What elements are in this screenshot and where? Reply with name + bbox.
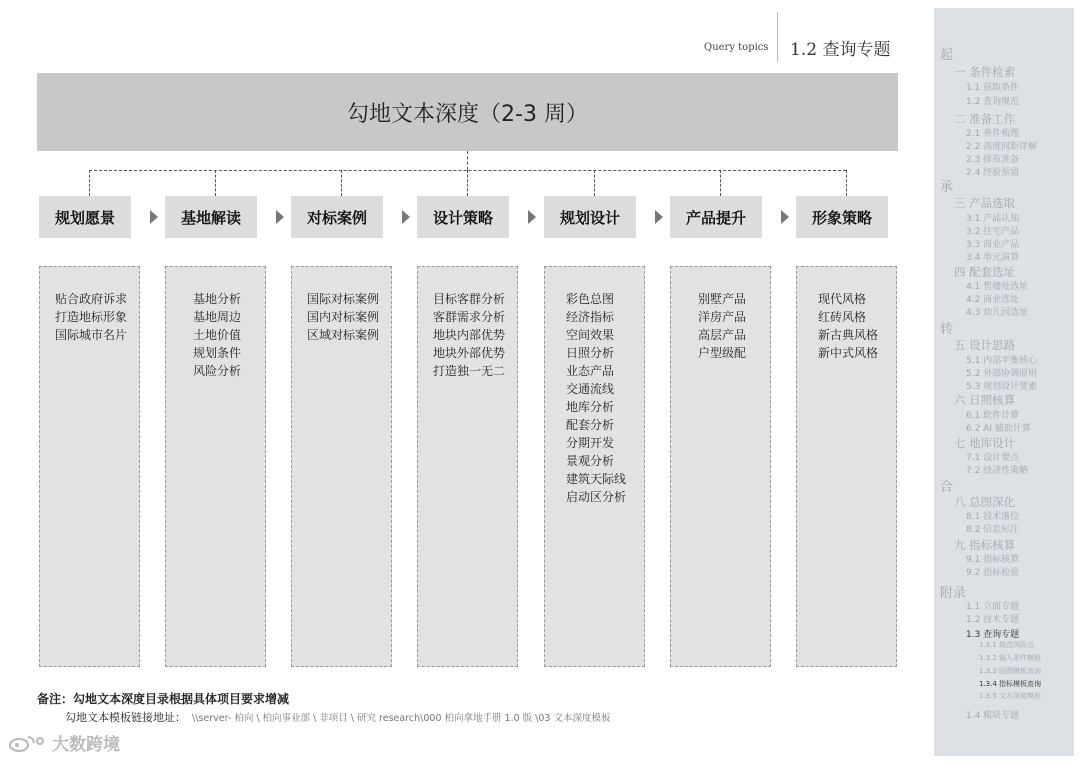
toc-item[interactable]: 5.2 外部协调原则 bbox=[966, 369, 1038, 379]
step-detail-item: 红砖风格 bbox=[818, 310, 867, 324]
step-header: 形象策略 bbox=[796, 196, 888, 238]
step-detail-item: 地库分析 bbox=[566, 400, 615, 414]
toc-item[interactable]: 七 地库设计 bbox=[954, 436, 1016, 450]
toc-item[interactable]: 1.3.2 输入条件模板 bbox=[979, 654, 1042, 662]
toc-item[interactable]: 2.1 条件梳理 bbox=[966, 129, 1020, 139]
template-link-label: 勾地文本模板链接地址： bbox=[65, 711, 186, 724]
remark-note: 备注：勾地文本深度目录根据具体项目要求增减 bbox=[37, 692, 290, 706]
toc-item[interactable]: 三 产品选取 bbox=[954, 196, 1016, 210]
connector-drop bbox=[720, 170, 721, 196]
step-header: 产品提升 bbox=[670, 196, 762, 238]
step-detail-item: 规划条件 bbox=[193, 346, 242, 360]
connector-drop bbox=[341, 170, 342, 196]
weibo-style-logo-icon bbox=[8, 733, 48, 753]
toc-item[interactable]: 4.1 售楼处选址 bbox=[966, 282, 1029, 292]
toc-part-heading: 转 bbox=[940, 322, 954, 337]
step-detail-item: 土地价值 bbox=[193, 328, 242, 342]
step-arrow-icon bbox=[276, 210, 284, 224]
step-detail-item: 目标客群分析 bbox=[433, 292, 506, 306]
step-detail-item: 业态产品 bbox=[566, 364, 615, 378]
toc-item[interactable]: 7.1 设计要点 bbox=[966, 453, 1020, 463]
step-detail-list bbox=[418, 290, 517, 380]
step-detail-item: 地块外部优势 bbox=[433, 346, 506, 360]
toc-item[interactable]: 8.1 技术落位 bbox=[966, 512, 1020, 522]
step-detail-item: 彩色总图 bbox=[566, 292, 615, 306]
toc-item[interactable]: 5.1 内部平衡核心 bbox=[966, 356, 1038, 366]
step-detail-item: 国际对标案例 bbox=[307, 292, 380, 306]
step-detail-box bbox=[544, 266, 645, 667]
toc-item[interactable]: 8.2 信息标注 bbox=[966, 525, 1020, 535]
step-header: 规划设计 bbox=[544, 196, 636, 238]
step-detail-box bbox=[165, 266, 266, 667]
toc-item[interactable]: 二 准备工作 bbox=[954, 112, 1016, 126]
toc-item[interactable]: 3.1 产品认知 bbox=[966, 214, 1020, 224]
step-detail-item: 新中式风格 bbox=[818, 346, 879, 360]
step-arrow-icon bbox=[528, 210, 536, 224]
toc-item[interactable]: 4.2 商业选址 bbox=[966, 295, 1020, 305]
step-detail-item: 交通流线 bbox=[566, 382, 615, 396]
toc-item[interactable]: 1.3.4 指标模板查询 bbox=[979, 680, 1042, 688]
step-detail-list bbox=[671, 290, 770, 362]
connector-drop bbox=[594, 170, 595, 196]
template-link-path[interactable]: \\server- 柏向 \ 柏向事业部 \ 非项目 \ 研究 research\000 柏向拿地手册 1.0 版 \03 文本深度模板 bbox=[192, 713, 611, 724]
header-divider bbox=[777, 12, 778, 62]
toc-part-heading: 承 bbox=[940, 180, 954, 195]
step-detail-item: 配套分析 bbox=[566, 418, 615, 432]
toc-item[interactable]: 1.3.3 回图模板查询 bbox=[979, 667, 1042, 675]
toc-item[interactable]: 5.3 规划设计要素 bbox=[966, 382, 1038, 392]
toc-item[interactable]: 1.1 获取条件 bbox=[966, 83, 1020, 93]
toc-item[interactable]: 3.4 单元演算 bbox=[966, 253, 1020, 263]
step-header: 设计策略 bbox=[417, 196, 509, 238]
toc-item[interactable]: 1.3 查询专题 bbox=[966, 630, 1020, 640]
toc-item[interactable]: 7.2 经济性策略 bbox=[966, 466, 1029, 476]
step-detail-item: 风险分析 bbox=[193, 364, 242, 378]
toc-part-heading: 起 bbox=[940, 48, 954, 63]
step-detail-box bbox=[291, 266, 392, 667]
toc-item[interactable]: 1.3.1 规范风险点 bbox=[979, 641, 1035, 649]
step-detail-item: 日照分析 bbox=[566, 346, 615, 360]
brand-logo bbox=[8, 730, 120, 755]
toc-item[interactable]: 4.3 幼儿园选址 bbox=[966, 308, 1029, 318]
connector-drop bbox=[215, 170, 216, 196]
step-detail-box bbox=[39, 266, 140, 667]
step-detail-item: 洋房产品 bbox=[698, 310, 747, 324]
toc-item[interactable]: 3.2 住宅产品 bbox=[966, 227, 1020, 237]
toc-item[interactable]: 1.2 技术专题 bbox=[966, 615, 1020, 625]
step-detail-item: 经济指标 bbox=[566, 310, 615, 324]
step-detail-item: 基地分析 bbox=[193, 292, 242, 306]
toc-item[interactable]: 1.1 立面专题 bbox=[966, 602, 1020, 612]
toc-item[interactable]: 1.4 模块专题 bbox=[966, 711, 1020, 721]
step-detail-list bbox=[166, 290, 265, 380]
step-detail-list bbox=[292, 290, 391, 344]
connector-trunk bbox=[467, 151, 468, 170]
toc-part-heading: 附录 bbox=[940, 586, 967, 601]
step-detail-item: 地块内部优势 bbox=[433, 328, 506, 342]
toc-item[interactable]: 四 配套选址 bbox=[954, 265, 1016, 279]
step-header: 对标案例 bbox=[291, 196, 383, 238]
step-detail-list bbox=[797, 290, 896, 362]
step-detail-item: 别墅产品 bbox=[698, 292, 747, 306]
toc-part-heading: 合 bbox=[940, 480, 954, 495]
step-detail-item: 景观分析 bbox=[566, 454, 615, 468]
toc-item[interactable]: 2.2 高度间距详解 bbox=[966, 142, 1038, 152]
toc-item[interactable]: 2.3 排布准备 bbox=[966, 155, 1020, 165]
step-detail-list bbox=[40, 290, 139, 344]
step-arrow-icon bbox=[781, 210, 789, 224]
toc-item[interactable]: 九 指标核算 bbox=[954, 538, 1016, 552]
header-subtitle-en: Query topics bbox=[704, 42, 769, 53]
step-detail-item: 户型级配 bbox=[698, 346, 747, 360]
step-detail-item: 现代风格 bbox=[818, 292, 867, 306]
step-detail-box bbox=[670, 266, 771, 667]
step-header: 基地解读 bbox=[165, 196, 257, 238]
toc-item[interactable]: 1.3.5 文本深度模板 bbox=[979, 692, 1042, 700]
diagram-title: 勾地文本深度（2-3 周） bbox=[37, 73, 898, 151]
step-detail-item: 区域对标案例 bbox=[307, 328, 380, 342]
connector-drop bbox=[846, 170, 847, 196]
step-detail-item: 基地周边 bbox=[193, 310, 242, 324]
step-detail-box bbox=[417, 266, 518, 667]
step-detail-item: 打造地标形象 bbox=[55, 310, 128, 324]
step-detail-item: 启动区分析 bbox=[566, 490, 627, 504]
step-detail-item: 空间效果 bbox=[566, 328, 615, 342]
step-arrow-icon bbox=[402, 210, 410, 224]
step-detail-item: 建筑天际线 bbox=[566, 472, 627, 486]
toc-item[interactable]: 9.1 指标核算 bbox=[966, 555, 1020, 565]
toc-item[interactable]: 9.2 指标检验 bbox=[966, 568, 1020, 578]
step-header: 规划愿景 bbox=[39, 196, 131, 238]
step-detail-item: 分期开发 bbox=[566, 436, 615, 450]
toc-item[interactable]: 一 条件检索 bbox=[954, 65, 1016, 79]
step-detail-item: 客群需求分析 bbox=[433, 310, 506, 324]
connector-drop bbox=[467, 170, 468, 196]
toc-item[interactable]: 3.3 商业产品 bbox=[966, 240, 1020, 250]
toc-item[interactable]: 6.1 软件计算 bbox=[966, 411, 1020, 421]
logo-text: 大数跨境 bbox=[52, 735, 120, 755]
toc-item[interactable]: 2.4 经验预留 bbox=[966, 168, 1020, 178]
step-detail-item: 国内对标案例 bbox=[307, 310, 380, 324]
step-detail-item: 打造独一无二 bbox=[433, 364, 506, 378]
toc-item[interactable]: 1.2 查询规范 bbox=[966, 97, 1020, 107]
toc-item[interactable]: 六 日照核算 bbox=[954, 393, 1016, 407]
connector-drop bbox=[89, 170, 90, 196]
step-detail-item: 新古典风格 bbox=[818, 328, 879, 342]
toc-sidebar bbox=[934, 8, 1074, 756]
step-detail-list bbox=[545, 290, 644, 506]
page-title: 1.2 查询专题 bbox=[790, 40, 891, 60]
toc-item[interactable]: 6.2 AI 辅助计算 bbox=[966, 424, 1031, 434]
step-detail-item: 国际城市名片 bbox=[55, 328, 128, 342]
step-arrow-icon bbox=[655, 210, 663, 224]
step-detail-item: 贴合政府诉求 bbox=[55, 292, 128, 306]
toc-item[interactable]: 八 总图深化 bbox=[954, 495, 1016, 509]
step-detail-item: 高层产品 bbox=[698, 328, 747, 342]
toc-item[interactable]: 五 设计思路 bbox=[954, 338, 1016, 352]
step-detail-box bbox=[796, 266, 897, 667]
step-arrow-icon bbox=[150, 210, 158, 224]
